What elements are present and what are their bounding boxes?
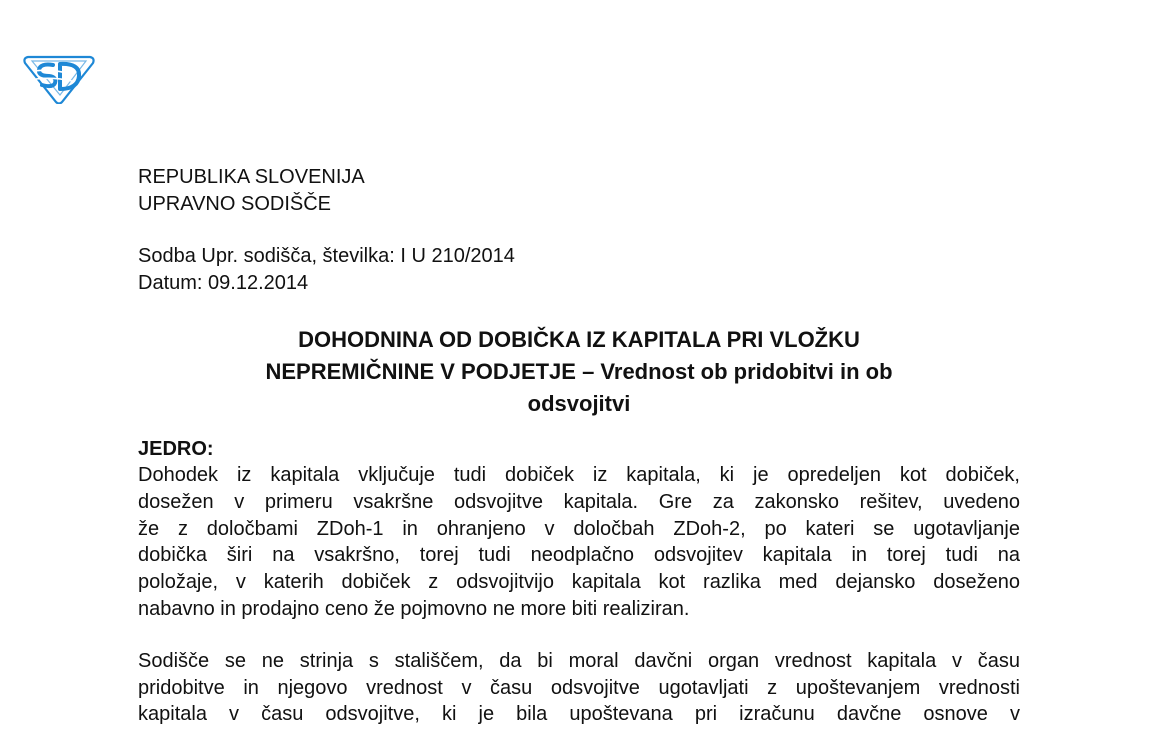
court-header [138, 164, 1020, 218]
paragraph-line: kapitala v času odsvojitve, ki je bila upoštevana pri izračunu davčne osnove v [138, 703, 1020, 726]
paragraph-line: pridobitve in njegovo vrednost v času odsvojitve ugotavljati z upoštevanjem vrednosti [138, 676, 1020, 699]
paragraph-line: dosežen v primeru vsakršne odsvojitve kapitala. Gre za zakonsko rešitev, uvedeno [138, 490, 1020, 513]
court-logo [22, 49, 96, 104]
paragraph-line: nabavno in prodajno ceno že pojmovno ne more biti realiziran. [138, 597, 690, 620]
document-page [138, 164, 1020, 728]
paragraph-line: že z določbami ZDoh-1 in ohranjeno v določbah ZDoh-2, po kateri se ugotavljanje [138, 517, 1020, 540]
title-line-3: odsvojitvi [527, 391, 631, 416]
sd-shield-logo-icon [22, 49, 96, 104]
paragraph-line: dobička širi na vsakršno, torej tudi neodplačno odsvojitev kapitala in torej tudi na [138, 544, 1020, 567]
paragraph-line: Sodišče se ne strinja s stališčem, da bi moral davčni organ vrednost kapitala v času [138, 649, 1020, 672]
title-line-1: DOHODNINA OD DOBIČKA IZ KAPITALA PRI VLOŽKU [298, 327, 860, 352]
paragraph-line: položaje, v katerih dobiček z odsvojitvijo kapitala kot razlika med dejansko doseženo [138, 571, 1020, 594]
core-section [138, 436, 1020, 728]
core-heading: JEDRO: [138, 438, 214, 460]
case-date: Datum: 09.12.2014 [138, 272, 309, 294]
court-name: UPRAVNO SODIŠČE [138, 193, 331, 215]
core-paragraph-2 [138, 648, 1020, 728]
document-title [138, 324, 1020, 420]
country-name: REPUBLIKA SLOVENIJA [138, 166, 365, 188]
case-meta [138, 243, 1020, 297]
case-number: Sodba Upr. sodišča, številka: I U 210/2014 [138, 245, 515, 267]
title-line-2: NEPREMIČNINE V PODJETJE – Vrednost ob pridobitvi in ob [265, 359, 893, 384]
paragraph-line: Dohodek iz kapitala vključuje tudi dobiček iz kapitala, ki je opredeljen kot dobiček, [138, 464, 1020, 486]
core-paragraph-1 [138, 462, 1020, 623]
